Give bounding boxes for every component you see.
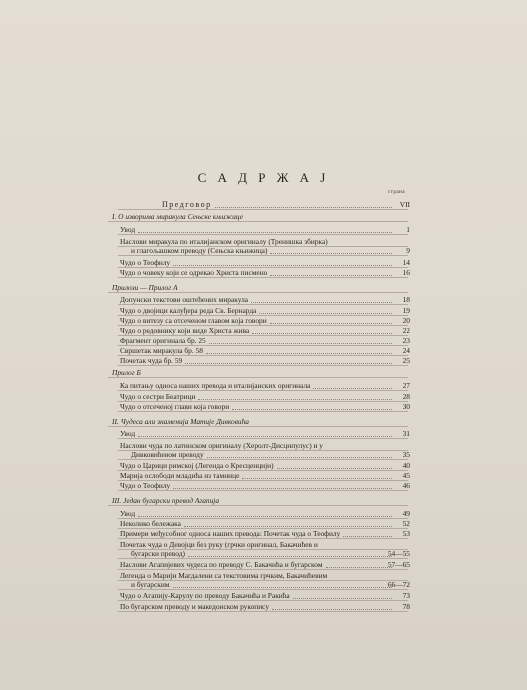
dot-leader: [138, 436, 392, 437]
toc-entry-title: Фрагмент оригинала бр. 25: [120, 336, 206, 345]
toc-page-number: 28: [402, 392, 410, 401]
toc-page-number: 31: [402, 429, 410, 438]
row-rule: [118, 438, 408, 439]
row-rule: [118, 600, 408, 601]
toc-page-number: 24: [402, 346, 410, 355]
dot-leader: [138, 516, 392, 517]
toc-entry-title: Наслови миракула по италијанском оригиналу (Тренишка збирка): [120, 237, 328, 246]
toc-entry-title: Чудо о Теофилу: [120, 481, 171, 490]
row-rule: [118, 365, 408, 366]
dot-leader: [272, 609, 392, 610]
row-rule: [108, 377, 408, 378]
toc-entry-title: Увод: [120, 509, 136, 518]
toc-entry-title: Свршетак миракула бр. 58: [120, 346, 203, 355]
toc-entry-title: Чудо о Агапију-Карулу по преводу Бакачића и Ракића: [120, 591, 290, 600]
dot-leader: [184, 526, 392, 527]
row-rule: [118, 558, 408, 559]
toc-page-number: 1: [406, 225, 410, 234]
toc-entry-title: Дивковићевом преводу: [131, 450, 204, 459]
dot-leader: [185, 363, 392, 364]
row-rule: [108, 292, 408, 293]
toc-page-number: 66—72: [387, 580, 410, 589]
row-rule: [118, 390, 408, 391]
toc-entry-title: Почетак чуда о Девојци без руку (грчки оригинал, Бакачићев и: [120, 540, 318, 549]
toc-section-heading: Прилог Б: [112, 368, 141, 377]
dot-leader: [173, 488, 392, 489]
toc-entry-title: Чудо о редовнику који виде Христа жива: [120, 326, 250, 335]
toc-section-heading: I. О изворима миракула Сењске књижице: [112, 212, 243, 221]
row-rule: [118, 411, 408, 412]
toc-page-number: 49: [402, 509, 410, 518]
dot-leader: [173, 587, 393, 588]
toc-page-number: 73: [402, 591, 410, 600]
toc-page-number: 53: [402, 529, 410, 538]
row-rule: [118, 589, 408, 590]
row-rule: [118, 611, 408, 612]
toc-entry-title: и глагољашком преводу (Сењска књижица): [131, 246, 268, 255]
toc-page-number: 35: [402, 450, 410, 459]
dot-leader: [173, 265, 392, 266]
toc-entry-title: Чудо о двојици калуђера реда Св. Бернарда: [120, 306, 257, 315]
toc-entry-title: Неколико бележака: [120, 519, 181, 528]
dot-leader: [259, 313, 392, 314]
toc-entry-title: Чудо о витезу са отсеченом главом која говори: [120, 316, 267, 325]
row-rule: [118, 569, 408, 570]
toc-entry-title: Легенда о Марији Магдалени са текстовима грчким, Бакачићевим: [120, 571, 328, 580]
toc-entry-title: Почетак чуда бр. 59: [120, 356, 183, 365]
row-rule: [118, 490, 408, 491]
dot-leader: [215, 207, 392, 208]
toc-entry-title: Ка питању односа наших превода и италијанских оригинала: [120, 381, 311, 390]
dot-leader: [198, 399, 392, 400]
toc-entry-title: Предговор: [162, 200, 212, 209]
dot-leader: [270, 253, 392, 254]
toc-entry-title: Наслови чуда по латинском оригиналу (Херолт-Дисципулус) и у: [120, 441, 323, 450]
row-rule: [118, 459, 408, 460]
dot-leader: [206, 353, 392, 354]
dot-leader: [242, 478, 392, 479]
row-rule: [118, 255, 408, 256]
toc-page-number: 19: [402, 306, 410, 315]
row-rule: [118, 209, 408, 210]
toc-page-number: 14: [402, 258, 410, 267]
toc-entry-title: Чудо о човеку који се одрекао Христа писмено: [120, 268, 268, 277]
toc-page-number: 22: [402, 326, 410, 335]
toc-entry-title: Чудо о сестри Беатрици: [120, 392, 196, 401]
toc-page-number: 54—55: [387, 549, 410, 558]
toc-entry-title: Чудо о отсеченој глави која говори: [120, 402, 230, 411]
toc-page-number: 46: [402, 481, 410, 490]
toc-entry-title: и бугарским: [131, 580, 170, 589]
toc-page-number: 25: [402, 356, 410, 365]
page-title: С А Д Р Ж А Ј: [197, 170, 330, 185]
dot-leader: [207, 457, 392, 458]
toc-page-number: 27: [402, 381, 410, 390]
toc-page-number: 9: [406, 246, 410, 255]
row-rule: [108, 505, 408, 506]
dot-leader: [209, 343, 392, 344]
row-rule: [118, 304, 408, 305]
toc-page-number: 30: [402, 402, 410, 411]
toc-page-number: 45: [402, 471, 410, 480]
toc-page-number: 52: [402, 519, 410, 528]
toc-entry-title: По бугарском преводу и македонском рукопису: [120, 602, 270, 611]
toc-entry-title: Увод: [120, 429, 136, 438]
toc-page-number: 23: [402, 336, 410, 345]
toc-entry-title: Допунски текстови оштећених миракула: [120, 295, 249, 304]
toc-entry-title: Увод: [120, 225, 136, 234]
dot-leader: [293, 598, 392, 599]
row-rule: [118, 234, 408, 235]
dot-leader: [252, 333, 392, 334]
toc-entry-title: Наслови Агапијевих чудеса по преводу С. Бакачића и бугарском: [120, 560, 323, 569]
dot-leader: [138, 232, 392, 233]
toc-page-number: 20: [402, 316, 410, 325]
dot-leader: [270, 275, 392, 276]
dot-leader: [232, 409, 392, 410]
toc-section-heading: II. Чудеса али знаменија Матије Дивковића: [112, 417, 250, 426]
toc-entry-title: Чудо о Царици римској (Легенда о Кресценцији): [120, 461, 274, 470]
toc-page-number: 18: [402, 295, 410, 304]
toc-page-number: 40: [402, 461, 410, 470]
toc-page-number: VII: [399, 200, 410, 209]
row-rule: [108, 426, 408, 427]
row-rule: [108, 221, 408, 222]
toc-page-number: 57—65: [387, 560, 410, 569]
toc-entry-title: Чудо о Теофилу: [120, 258, 171, 267]
toc-entry-title: бугарски превод): [131, 549, 185, 558]
dot-leader: [270, 323, 392, 324]
toc-page-number: 78: [402, 602, 410, 611]
dot-leader: [277, 468, 392, 469]
toc-entry-title: Марија ослободи младића из тамнице: [120, 471, 240, 480]
dot-leader: [251, 302, 392, 303]
dot-leader: [188, 556, 392, 557]
toc-entry-title: Примери међусобног односа наших превода: Почетак чуда о Теофилу: [120, 529, 341, 538]
toc-page-number: 16: [402, 268, 410, 277]
toc-section-heading: Прилози — Прилог А: [112, 283, 178, 292]
row-rule: [118, 538, 408, 539]
toc-section-heading: III. Један бугарски превод Агапија: [112, 496, 220, 505]
page-column-label: страна: [388, 190, 406, 195]
row-rule: [118, 277, 408, 278]
